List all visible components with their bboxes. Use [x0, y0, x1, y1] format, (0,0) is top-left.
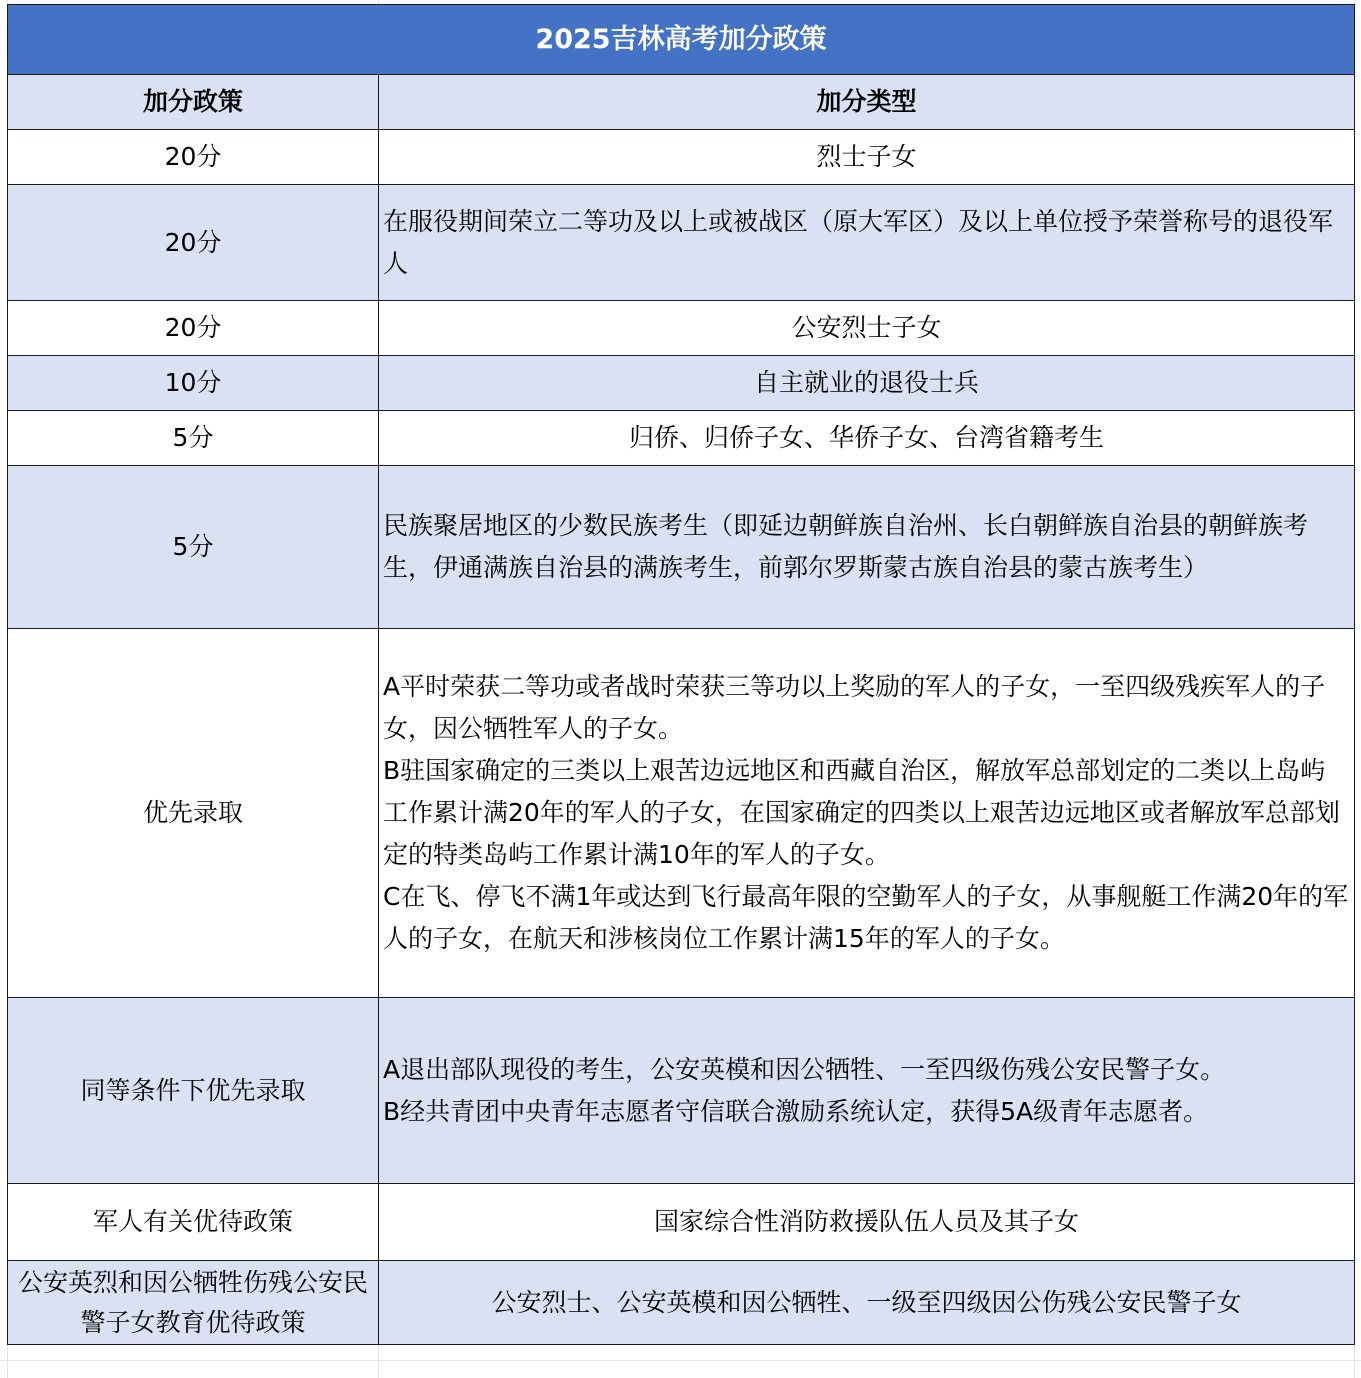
- header-row: [8, 75, 1355, 130]
- table-row: [8, 1261, 1355, 1345]
- title-row: [8, 5, 1355, 75]
- table-row: [8, 411, 1355, 466]
- policy-cell[interactable]: 5分: [8, 411, 379, 466]
- table-row: [8, 629, 1355, 998]
- table-row: [8, 356, 1355, 411]
- type-cell[interactable]: 公安烈士子女: [379, 301, 1355, 356]
- header-type[interactable]: 加分类型: [379, 75, 1355, 130]
- header-policy[interactable]: 加分政策: [8, 75, 379, 130]
- policy-cell[interactable]: 5分: [8, 466, 379, 629]
- policy-cell[interactable]: 军人有关优待政策: [8, 1184, 379, 1261]
- policy-cell[interactable]: 20分: [8, 130, 379, 185]
- policy-cell[interactable]: 公安英烈和因公牺牲伤残公安民警子女教育优待政策: [8, 1261, 379, 1345]
- type-item-c: C在飞、停飞不满1年或达到飞行最高年限的空勤军人的子女，从事舰艇工作满20年的军人的子女，在航天和涉核岗位工作累计满15年的军人的子女。: [383, 882, 1349, 953]
- table-row: [8, 466, 1355, 629]
- type-cell[interactable]: [379, 629, 1355, 998]
- type-item-b: B驻国家确定的三类以上艰苦边远地区和西藏自治区，解放军总部划定的二类以上岛屿工作累计满20年的军人的子女，在国家确定的四类以上艰苦边远地区或者解放军总部划定的特类岛屿工作累计满10年的军人的子女。: [383, 756, 1340, 869]
- policy-cell[interactable]: 10分: [8, 356, 379, 411]
- policy-cell[interactable]: 20分: [8, 301, 379, 356]
- type-item-b: B经共青团中央青年志愿者守信联合激励系统认定，获得5A级青年志愿者。: [383, 1096, 1209, 1126]
- table-row: [8, 998, 1355, 1184]
- table-title[interactable]: 2025吉林高考加分政策: [8, 5, 1355, 75]
- type-cell[interactable]: 民族聚居地区的少数民族考生（即延边朝鲜族自治州、长白朝鲜族自治县的朝鲜族考生，伊通满族自治县的满族考生，前郭尔罗斯蒙古族自治县的蒙古族考生）: [379, 466, 1355, 629]
- type-cell[interactable]: 自主就业的退役士兵: [379, 356, 1355, 411]
- policy-table: [7, 4, 1355, 1345]
- type-cell[interactable]: 国家综合性消防救援队伍人员及其子女: [379, 1184, 1355, 1261]
- type-item-a: A平时荣获二等功或者战时荣获三等功以上奖励的军人的子女，一至四级残疾军人的子女，因公牺牲军人的子女。: [383, 672, 1326, 743]
- table-row: [8, 185, 1355, 301]
- type-cell[interactable]: 在服役期间荣立二等功及以上或被战区（原大军区）及以上单位授予荣誉称号的退役军人: [379, 185, 1355, 301]
- type-cell[interactable]: [379, 998, 1355, 1184]
- policy-cell[interactable]: 20分: [8, 185, 379, 301]
- sheet-gridline: [0, 1360, 1361, 1361]
- policy-cell[interactable]: 同等条件下优先录取: [8, 998, 379, 1184]
- table-row: [8, 301, 1355, 356]
- type-cell[interactable]: 公安烈士、公安英模和因公牺牲、一级至四级因公伤残公安民警子女: [379, 1261, 1355, 1345]
- table-row: [8, 1184, 1355, 1261]
- type-cell[interactable]: 烈士子女: [379, 130, 1355, 185]
- type-cell[interactable]: 归侨、归侨子女、华侨子女、台湾省籍考生: [379, 411, 1355, 466]
- type-item-a: A退出部队现役的考生，公安英模和因公牺牲、一至四级伤残公安民警子女。: [383, 1054, 1226, 1084]
- policy-cell[interactable]: 优先录取: [8, 629, 379, 998]
- table-row: [8, 130, 1355, 185]
